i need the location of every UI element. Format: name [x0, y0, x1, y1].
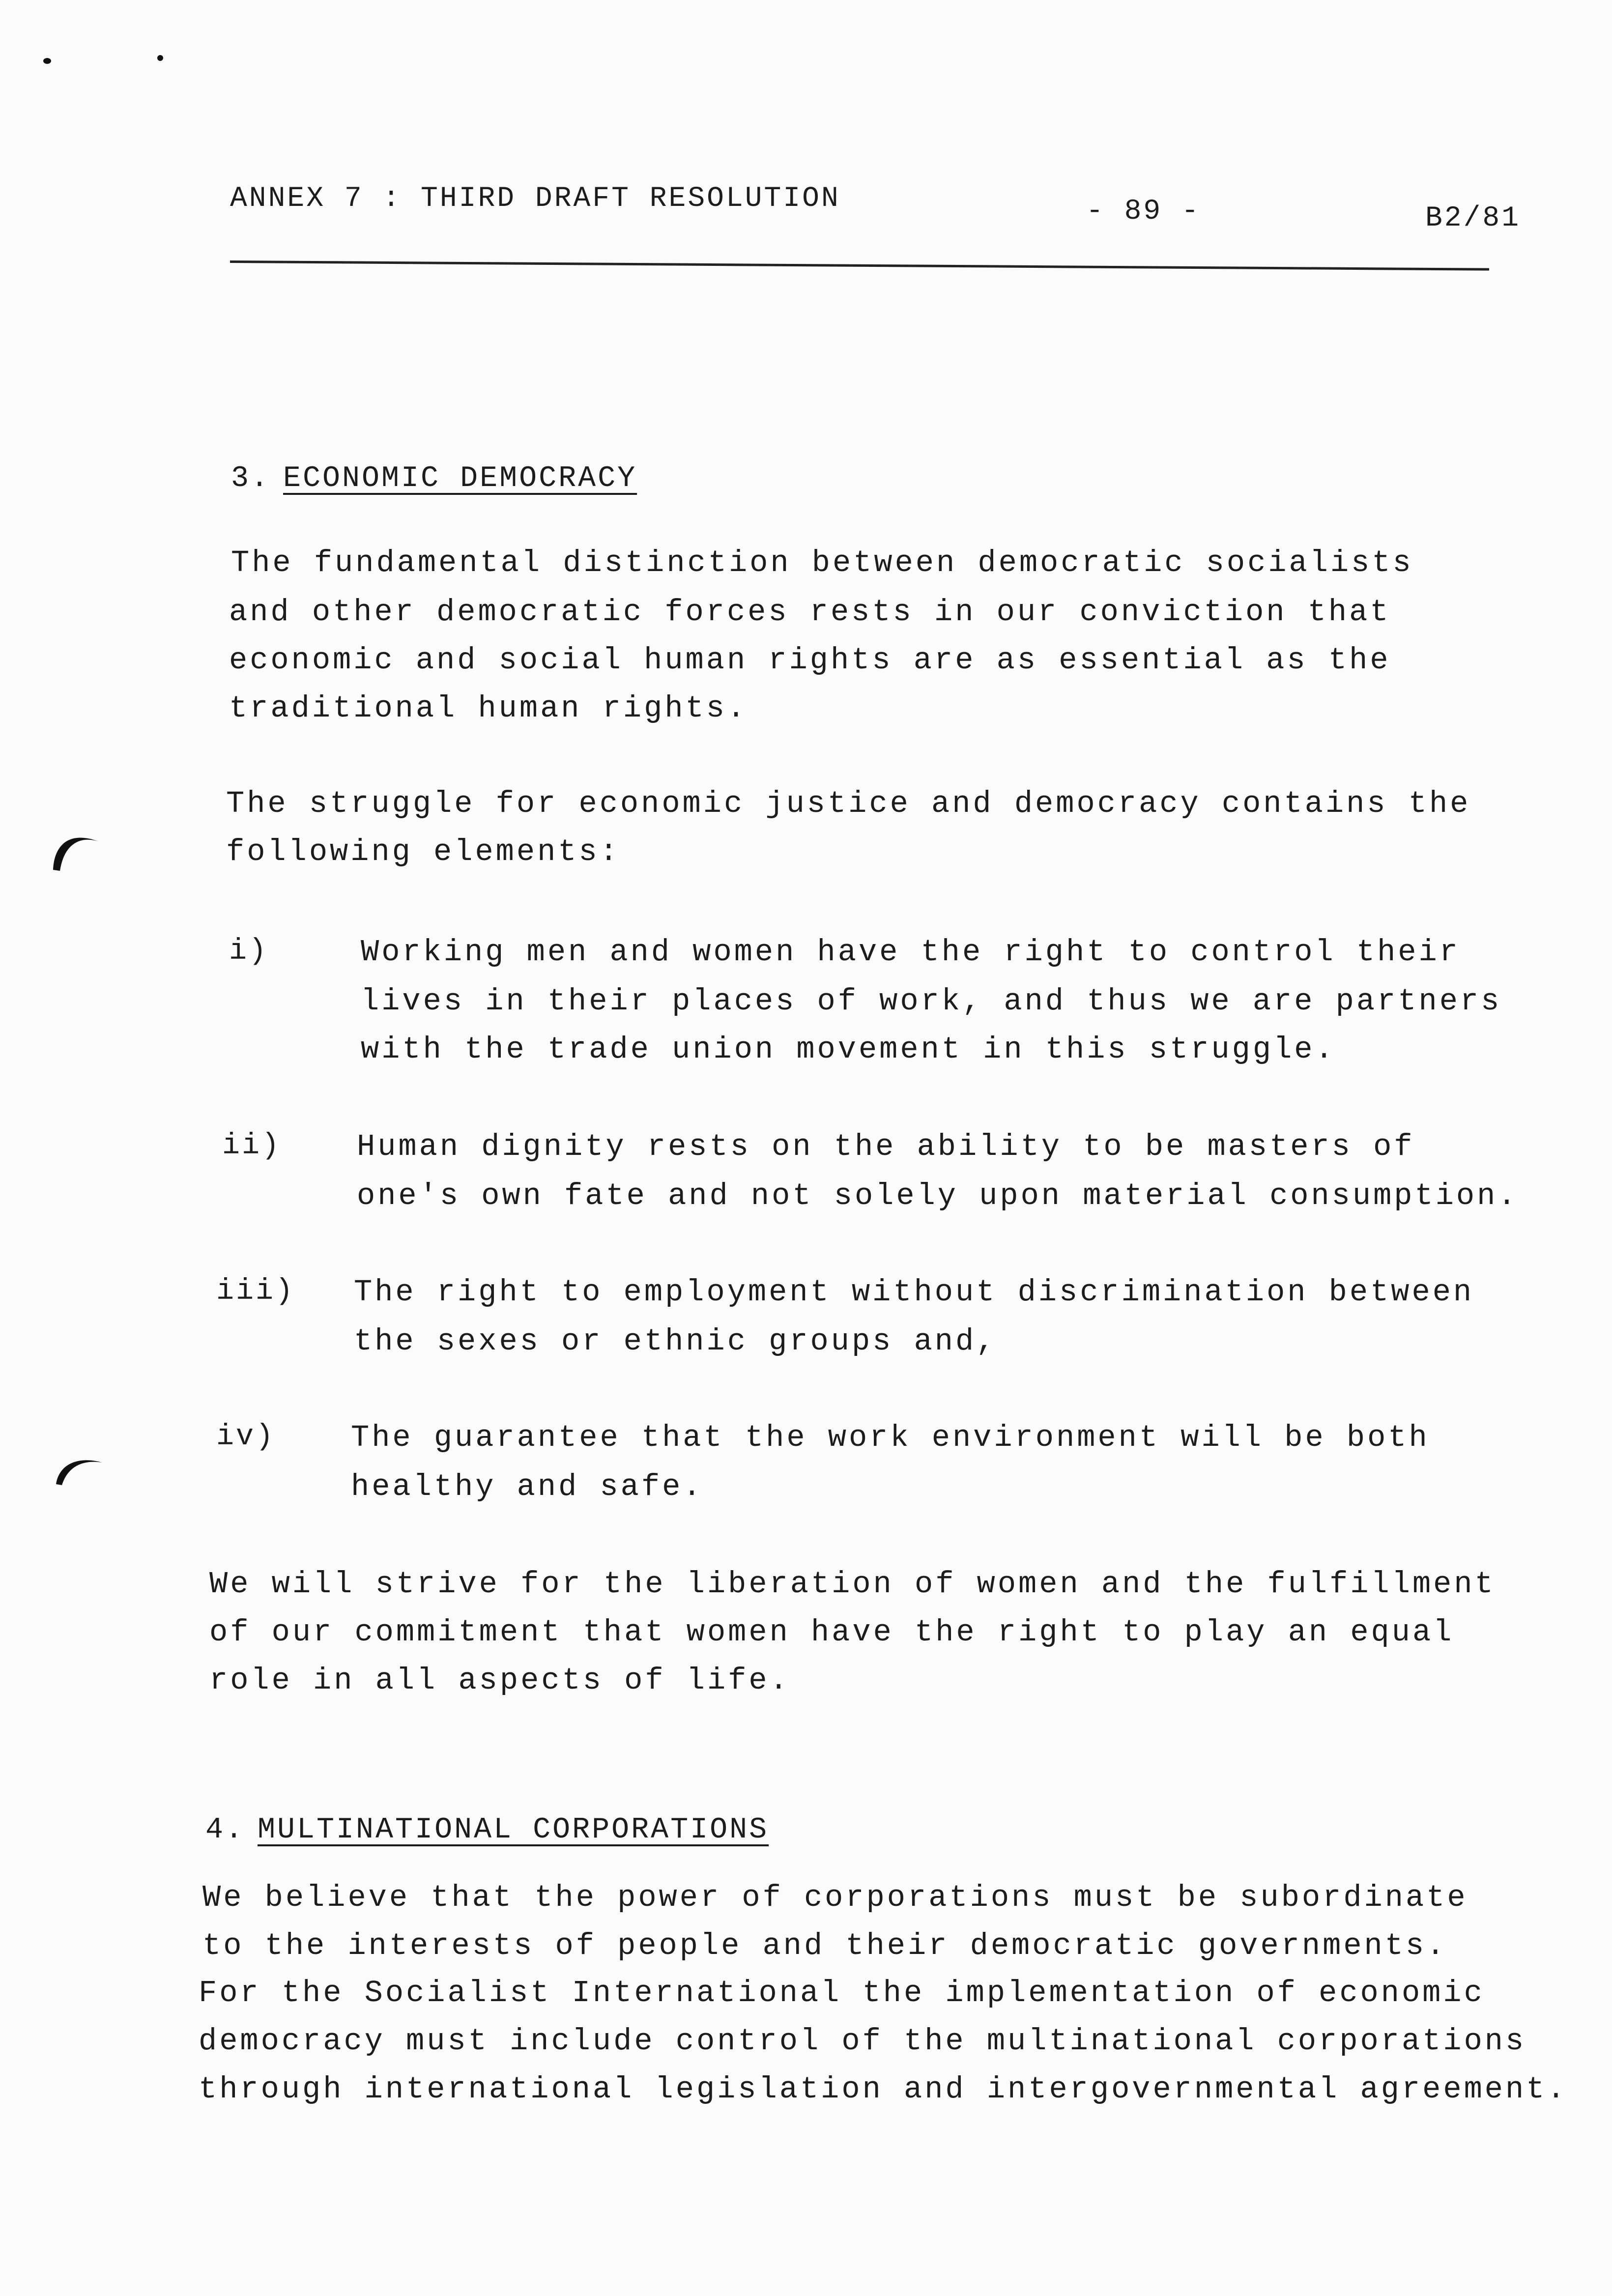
paragraph-line: democracy must include control of the multinational corporations [199, 2024, 1526, 2059]
section-4-heading [205, 1813, 769, 1847]
list-marker: iv) [216, 1420, 276, 1454]
paragraph-line: The fundamental distinction between democratic socialists [231, 545, 1413, 580]
paragraph-line: For the Socialist International the implementation of economic [199, 1976, 1485, 2010]
section-number: 3. [231, 462, 271, 495]
punch-hole-mark-icon [53, 1445, 107, 1489]
list-item-line: The guarantee that the work environment will be both [351, 1420, 1430, 1455]
list-item-line: the sexes or ethnic groups and, [354, 1324, 997, 1359]
annex-title: ANNEX 7 : THIRD DRAFT RESOLUTION [230, 183, 840, 215]
list-item-line: one's own fate and not solely upon material consumption. [357, 1178, 1519, 1213]
paragraph-line: role in all aspects of life. [209, 1663, 790, 1698]
section-number: 4. [205, 1813, 245, 1847]
paragraph-line: following elements: [226, 834, 620, 869]
list-item-line: The right to employment without discrimination between [354, 1275, 1474, 1310]
list-item-line: lives in their places of work, and thus we are partners [361, 984, 1502, 1019]
list-marker: iii) [216, 1275, 295, 1308]
paragraph-line: We believe that the power of corporations must be subordinate [202, 1880, 1468, 1915]
paragraph-line: and other democratic forces rests in our conviction that [229, 595, 1391, 630]
section-title: ECONOMIC DEMOCRACY [283, 462, 637, 495]
document-reference: B2/81 [1425, 202, 1521, 234]
section-title: MULTINATIONAL CORPORATIONS [258, 1813, 769, 1847]
paragraph-line: of our commitment that women have the right to play an equal [209, 1615, 1454, 1650]
list-item-line: healthy and safe. [351, 1469, 704, 1504]
list-item-line: Working men and women have the right to control their [361, 935, 1460, 970]
section-3-heading [231, 462, 637, 495]
scan-speck [43, 58, 51, 64]
paragraph-line: traditional human rights. [229, 691, 748, 726]
punch-hole-mark-icon [49, 816, 103, 875]
paragraph-line: The struggle for economic justice and democracy contains the [226, 786, 1471, 821]
paragraph-line: We will strive for the liberation of women and the fulfillment [209, 1567, 1496, 1602]
list-item-line: with the trade union movement in this struggle. [361, 1032, 1336, 1067]
list-item-line: Human dignity rests on the ability to be masters of [357, 1129, 1415, 1164]
paragraph-line: to the interests of people and their democratic governments. [202, 1928, 1447, 1963]
paragraph-line: through international legislation and intergovernmental agreement. [199, 2072, 1568, 2107]
list-marker: ii) [222, 1129, 282, 1163]
page-number: - 89 - [1086, 196, 1201, 228]
paragraph-line: economic and social human rights are as essential as the [229, 643, 1391, 678]
scan-speck [157, 55, 163, 61]
header-divider [230, 260, 1489, 271]
list-marker: i) [229, 935, 269, 968]
